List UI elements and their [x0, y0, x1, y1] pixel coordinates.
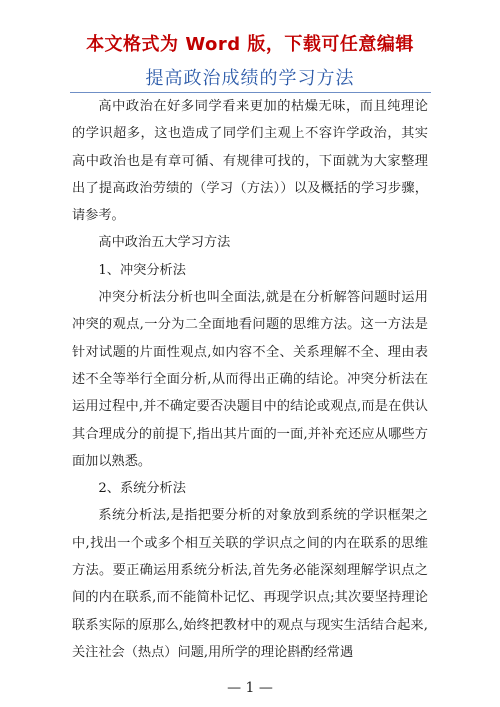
intro-paragraph: 高中政治在好多同学看来更加的枯燥无味，而且纯理论的学识超多，这也造成了同学们主观上不容许学政治，其实高中政治也是有章可循、有规律可找的，下面就为大家整理出了提高政治劳绩的（学习（方法））以及概括的学习步骤，请参考。 [72, 99, 428, 224]
subheading-system-analysis: 2、系统分析法 [98, 481, 186, 497]
conflict-analysis-paragraph: 冲突分析法分析也叫全面法,就是在分析解答问题时运用冲突的观点,一分为二全面地看问题的思维方法。这一方法是针对试题的片面性观点,如内容不全、关系理解不全、理由表述不全等举行全面分析,从而得出正确的结论。冲突分析法在运用过程中,并不确定要否决题目中的结论或观点,而是在供认其合理成分的前提下,指出其片面的一面,并补充还应从哪些方面加以熟悉。 [72, 290, 428, 469]
word-format-banner: 本文格式为 Word 版，下载可任意编辑 [86, 34, 414, 55]
section-heading: 高中政治五大学习方法 [98, 235, 231, 251]
page-number: — 1 — [227, 680, 273, 696]
subheading-conflict-analysis: 1、冲突分析法 [98, 262, 186, 278]
document-body [72, 93, 428, 666]
document-title: 提高政治成绩的学习方法 [145, 68, 355, 89]
system-analysis-paragraph: 系统分析法,是指把要分析的对象放到系统的学识框架之中,找出一个或多个相互关联的学识点之间的内在联系的思维方法。要正确运用系统分析法,首先务必能深刻理解学识点之间的内在联系,而不能简朴记忆、再现学识点;其次要坚持理论联系实际的原那么,始终把教材中的观点与现实生活结合起来,关注社会（热点）问题,用所学的理论斟酌经常遇 [72, 508, 428, 660]
